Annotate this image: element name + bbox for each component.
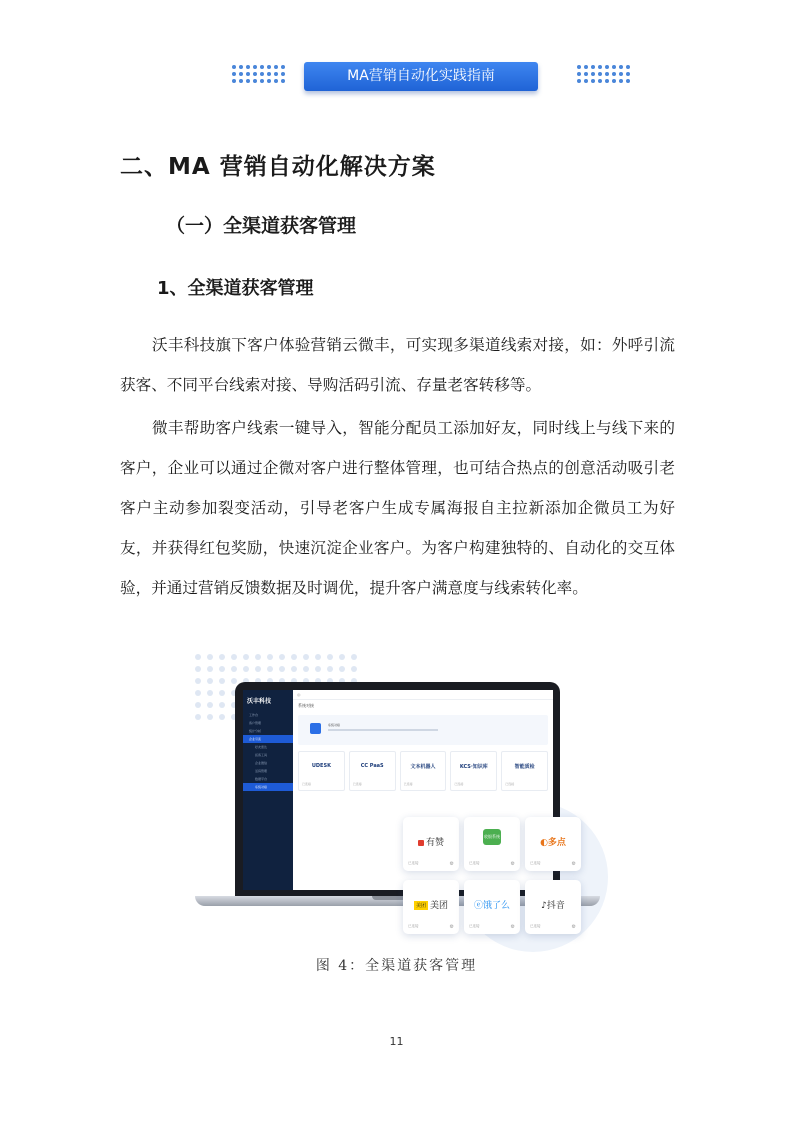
app-sidebar: [243, 690, 293, 890]
nav-subitem: 拓客工具: [255, 753, 268, 757]
eleme-icon: ⓔ: [473, 901, 483, 911]
partner-card-meituan: 美团 美团 已连接 ⚙: [403, 880, 459, 934]
partner-card-youzan: 有赞 已连接 ⚙: [403, 817, 459, 871]
nav-item: 统计分析: [249, 729, 262, 733]
douyin-icon: ♪: [541, 901, 547, 911]
meituan-icon: 美团: [415, 903, 426, 909]
section-title: 二、MA 营销自动化解决方案: [120, 154, 436, 180]
integration-card-row: [298, 751, 548, 791]
figure-omnichannel: [190, 652, 610, 952]
header-banner: MA营销自动化实践指南: [304, 62, 538, 91]
integration-card: KCS·知识库 已连接: [450, 751, 497, 791]
nav-subitem: 活码管理: [255, 769, 268, 773]
app-topbar: ◎: [293, 690, 553, 700]
app-info-banner: 系统对接: [298, 715, 548, 745]
nav-item: 客户管理: [249, 721, 262, 725]
nav-subitem-active: 系统对接: [243, 783, 293, 791]
subsubsection-title: 1、全渠道获客管理: [157, 278, 314, 299]
app-brand: 沃丰科技: [247, 698, 272, 705]
gear-icon: ⚙: [449, 924, 454, 930]
link-icon: [310, 723, 321, 734]
app-page-title: 系统对接: [298, 703, 314, 708]
nav-subitem: 数据平台: [255, 777, 268, 781]
partner-card-douyin: ♪抖音 已连接 ⚙: [525, 880, 581, 934]
decorative-dots-right: [577, 65, 630, 83]
integration-card: CC PaaS 已连接: [349, 751, 396, 791]
partner-card-green: 收银系统 已连接 ⚙: [464, 817, 520, 871]
integration-card: 文本机器人 已连接: [400, 751, 447, 791]
gear-icon: ⚙: [510, 861, 515, 867]
nav-item-active: 企业引流: [243, 735, 293, 743]
paragraph-1: 沃丰科技旗下客户体验营销云微丰，可实现多渠道线索对接，如：外呼引流获客、不同平台线索对接、导购活码引流、存量老客转移等。: [120, 336, 675, 394]
paragraph-2: 微丰帮助客户线索一键导入，智能分配员工添加好友，同时线上与线下来的客户，企业可以通过企微对客户进行整体管理，也可结合热点的创意活动吸引老客户主动参加裂变活动，引导老客户生成专属海报自主拉新添加企微员工为好友，并获得红包奖励，快速沉淀企业客户。为客户构建独特的、自动化的交互体验，并通过营销反馈数据及时调优，提升客户满意度与线索转化率。: [120, 419, 675, 597]
drop-icon: ◐: [540, 838, 548, 848]
decorative-dots-left: [232, 65, 285, 83]
nav-item: 工作台: [249, 713, 259, 717]
page-number: 11: [389, 1035, 404, 1048]
partner-card-duodian: ◐多点 已连接 ⚙: [525, 817, 581, 871]
gear-icon: ⚙: [510, 924, 515, 930]
green-logo-icon: 收银系统: [483, 829, 501, 845]
integration-card: 智能质检 已连接: [501, 751, 548, 791]
partner-card-eleme: ⓔ饿了么 已连接 ⚙: [464, 880, 520, 934]
nav-subitem: 企业微信: [255, 761, 268, 765]
subsection-title: （一）全渠道获客管理: [166, 215, 357, 237]
nav-subitem: 好友雷达: [255, 745, 268, 749]
gear-icon: ⚙: [571, 861, 576, 867]
gear-icon: ⚙: [571, 924, 576, 930]
gear-icon: ⚙: [449, 861, 454, 867]
youzan-icon: [418, 840, 424, 846]
figure-caption: 图 4：全渠道获客管理: [315, 958, 478, 974]
integration-card: UDESK 已连接: [298, 751, 345, 791]
